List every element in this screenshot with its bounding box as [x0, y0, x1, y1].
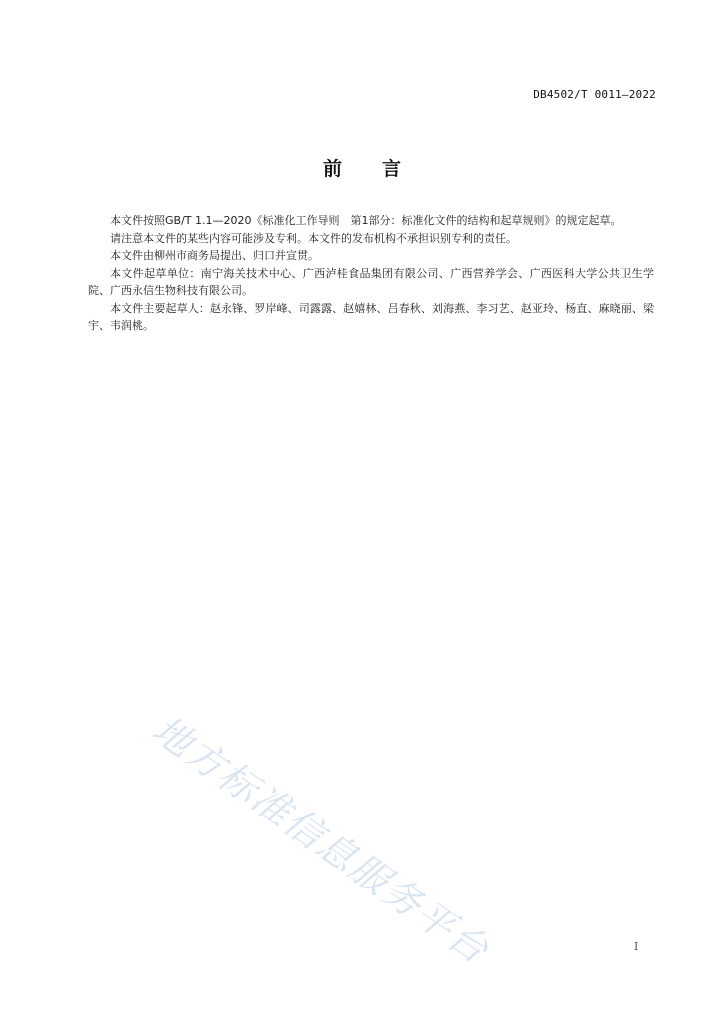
- paragraph-proposer: 本文件由柳州市商务局提出、归口并宣贯。: [110, 249, 319, 262]
- page-number: I: [634, 940, 639, 953]
- paragraph-patent-notice: 请注意本文件的某些内容可能涉及专利。本文件的发布机构不承担识别专利的责任。: [110, 231, 517, 245]
- paragraph-drafters: 本文件主要起草人：赵永锋、罗岸峰、司露露、赵嬉林、吕春秋、刘海燕、李习艺、赵亚玲、杨直、麻晓丽、梁宇、韦润桃。: [88, 301, 654, 332]
- foreword-body: [88, 212, 654, 335]
- paragraph-drafting-basis: 本文件按照GB/T 1.1—2020《标准化工作导则 第1部分：标准化文件的结构和起草规则》的规定起草。: [110, 214, 622, 227]
- watermark: 地方标准信息服务平台: [144, 707, 498, 973]
- document-code: DB4502/T 0011—2022: [533, 88, 656, 101]
- page-title: [0, 154, 724, 181]
- paragraph-drafting-units: 本文件起草单位：南宁海关技术中心、广西泸桂食品集团有限公司、广西营养学会、广西医科大学公共卫生学院、广西永信生物科技有限公司。: [88, 266, 654, 297]
- title-char-1: 前: [322, 158, 342, 180]
- title-char-2: 言: [382, 158, 402, 180]
